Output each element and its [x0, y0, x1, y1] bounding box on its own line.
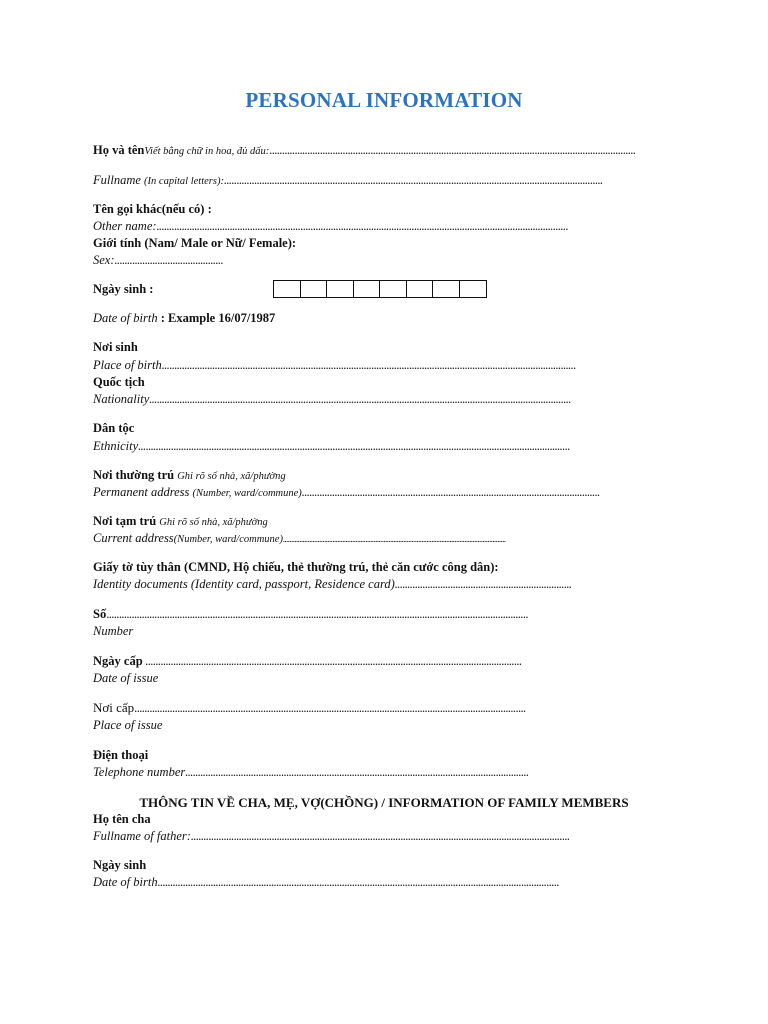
ethnicity-en-row: [93, 439, 570, 454]
nationality-field[interactable]: .......................................................................................................................................................................: [149, 392, 571, 406]
perm-addr-vn-label: Nơi thường trú: [93, 468, 175, 482]
other-name-field[interactable]: ...................................................................................................................................................................: [156, 219, 569, 233]
curr-addr-en-label: Current address: [93, 531, 174, 545]
father-dob-field[interactable]: ...............................................................................................................................................................: [157, 875, 560, 889]
father-dob-en-row: [93, 875, 559, 890]
identity-field[interactable]: ......................................................................: [394, 577, 572, 591]
ethnicity-en-label: Ethnicity: [93, 439, 139, 453]
fullname-en-field[interactable]: ......................................................................................................................................................: [223, 173, 603, 187]
other-name-en-label: Other name:: [93, 219, 157, 233]
nationality-en-row: [93, 392, 571, 407]
sex-field[interactable]: ...........................................: [114, 253, 224, 267]
ethnicity-field[interactable]: ...........................................................................................................................................................................: [138, 439, 570, 453]
pob-field[interactable]: ....................................................................................................................................................................: [161, 358, 576, 372]
pob-en-label: Place of birth: [93, 358, 162, 372]
page-title: PERSONAL INFORMATION: [245, 88, 523, 112]
other-name-en-row: [93, 219, 568, 234]
dob-digit-box[interactable]: [354, 281, 381, 297]
sex-vn-label: Giới tính (Nam/ Male or Nữ/ Female):: [93, 236, 297, 250]
perm-addr-en-label: Permanent address: [93, 485, 190, 499]
issue-date-vn-label: Ngày cấp: [93, 654, 143, 668]
dob-digit-box[interactable]: [274, 281, 301, 297]
phone-en-row: [93, 765, 529, 780]
identity-en-label: Identity documents (Identity card, passport, Residence card): [93, 577, 395, 591]
number-field[interactable]: .......................................................................................................................................................................: [106, 607, 528, 621]
curr-addr-field[interactable]: .......................................................................................................................................: [282, 534, 506, 544]
fullname-vn-hint: Viết bằng chữ in hoa, đủ dấu:: [144, 146, 270, 157]
curr-addr-en-row: [93, 531, 506, 547]
ethnicity-vn-row: [93, 421, 134, 436]
curr-addr-vn-row: [93, 514, 268, 530]
dob-digit-box[interactable]: [460, 281, 487, 297]
fullname-en-hint: (In capital letters):: [144, 176, 224, 187]
nationality-vn-row: [93, 375, 145, 390]
fullname-vn-label: Họ và tên: [93, 143, 145, 157]
sex-vn-row: [93, 236, 296, 251]
phone-vn-row: [93, 748, 148, 763]
number-vn-label: Số: [93, 607, 107, 621]
curr-addr-vn-hint: Ghi rõ số nhà, xã/phường: [159, 517, 268, 528]
dob-en-label: Date of birth: [93, 311, 158, 325]
number-vn-row: [93, 607, 528, 622]
perm-addr-en-hint: (Number, ward/commune): [192, 488, 302, 499]
issue-date-en-label: Date of issue: [93, 671, 159, 685]
dob-digit-box[interactable]: [301, 281, 328, 297]
phone-en-label: Telephone number: [93, 765, 186, 779]
fullname-en-row: [93, 173, 603, 189]
issue-date-vn-row: [93, 654, 521, 669]
issue-date-field[interactable]: .....................................................................................................................................................: [142, 654, 522, 668]
pob-en-row: [93, 358, 576, 373]
dob-digit-box[interactable]: [327, 281, 354, 297]
pob-vn-row: [93, 340, 138, 355]
dob-example: : Example 16/07/1987: [157, 311, 276, 325]
perm-addr-en-row: [93, 485, 600, 501]
father-dob-vn-label: Ngày sinh: [93, 858, 147, 872]
phone-field[interactable]: ........................................................................................................................................: [185, 765, 529, 779]
curr-addr-vn-label: Nơi tạm trú: [93, 514, 157, 528]
dob-en-row: [93, 311, 275, 326]
dob-digit-box[interactable]: [433, 281, 460, 297]
identity-vn-label: Giấy tờ tùy thân (CMND, Hộ chiếu, thẻ thường trú, thẻ căn cước công dân):: [93, 560, 499, 574]
phone-vn-label: Điện thoại: [93, 748, 149, 762]
other-name-vn-row: [93, 202, 212, 217]
number-en-row: [93, 624, 133, 639]
dob-vn-label: Ngày sinh :: [93, 282, 154, 296]
sex-en-row: [93, 253, 223, 268]
perm-addr-vn-row: [93, 468, 286, 484]
identity-en-row: [93, 577, 572, 592]
father-dob-en-label: Date of birth: [93, 875, 158, 889]
curr-addr-en-hint: (Number, ward/commune): [173, 534, 283, 545]
pob-vn-label: Nơi sinh: [93, 340, 138, 354]
perm-addr-vn-hint: Ghi rõ số nhà, xã/phường: [177, 471, 286, 482]
nationality-en-label: Nationality: [93, 392, 150, 406]
family-section-title: THÔNG TIN VỀ CHA, MẸ, VỢ(CHỒNG) / INFORMATION OF FAMILY MEMBERS: [139, 795, 629, 810]
dob-digit-box[interactable]: [407, 281, 434, 297]
issue-place-vn-label: Nơi cấp: [93, 700, 135, 715]
dob-boxes: [273, 280, 487, 298]
ethnicity-vn-label: Dân tộc: [93, 421, 135, 435]
nationality-vn-label: Quốc tịch: [93, 375, 145, 389]
issue-date-en-row: [93, 671, 158, 686]
dob-digit-box[interactable]: [380, 281, 407, 297]
dob-vn-row: [93, 282, 153, 297]
issue-place-vn-row: [93, 700, 526, 716]
father-name-en-row: [93, 829, 570, 844]
father-name-field[interactable]: ......................................................................................................................................................: [190, 829, 570, 843]
issue-place-en-label: Place of issue: [93, 718, 163, 732]
sex-en-label: Sex:: [93, 253, 115, 267]
fullname-vn-field[interactable]: .................................................................................................................................................: [269, 143, 636, 157]
number-en-label: Number: [93, 624, 134, 638]
fullname-vn-row: [93, 143, 635, 159]
father-dob-vn-row: [93, 858, 146, 873]
issue-place-en-row: [93, 718, 162, 733]
fullname-en-label: Fullname: [93, 173, 141, 187]
father-name-vn-row: [93, 812, 151, 827]
father-name-vn-label: Họ tên cha: [93, 812, 151, 826]
identity-vn-row: [93, 560, 499, 575]
other-name-vn-label: Tên gọi khác(nếu có) :: [93, 202, 212, 216]
father-name-en-label: Fullname of father:: [93, 829, 191, 843]
perm-addr-field[interactable]: ......................................................................................................................: [301, 485, 600, 499]
issue-place-field[interactable]: ...........................................................................................................................................................: [134, 701, 526, 715]
